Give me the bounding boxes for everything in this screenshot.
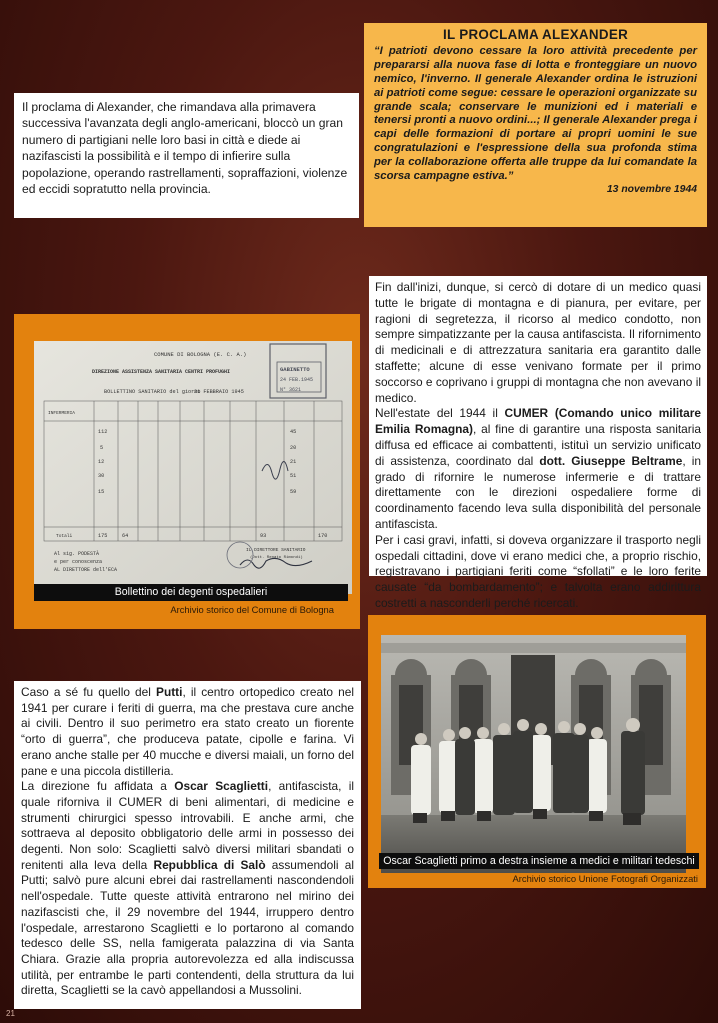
doc-total-value: 93: [260, 533, 267, 539]
doc-total-value: 64: [122, 533, 129, 539]
text-span: , in grado di rifornire le numerose infermerie e di trattare direttamente con le direzioni ospedaliere forme di coordinamento facendo leva sulla disponibilità del personale antifascista.: [375, 453, 701, 531]
doc-bulletin-label: BOLLETTINO SANITARIO del giorno: [104, 389, 201, 395]
doc-row-value: 12: [98, 459, 105, 465]
doc-total-label: Totali: [56, 534, 73, 539]
doc-row-right-value: 45: [290, 429, 297, 435]
figure-scaglietti-photo: [368, 615, 706, 888]
doc-header-1: COMUNE DI BOLOGNA (E. C. A.): [154, 351, 247, 358]
doc-footer-2: e per conoscenza: [54, 559, 103, 565]
doc-row-value: 5: [100, 445, 104, 451]
salo-bold: Repubblica di Salò: [153, 857, 266, 872]
beltrame-paragraph-2: [375, 406, 701, 532]
doc-total-value: 170: [318, 533, 328, 539]
intro-text-box: [14, 93, 359, 218]
scaglietti-bold: Oscar Scaglietti: [174, 779, 269, 794]
doc-row-value: 112: [98, 429, 108, 435]
scaglietti-group-photo: [381, 635, 686, 873]
doc-row-right-value: 59: [290, 489, 297, 495]
putti-text-box: [14, 681, 361, 1009]
figure-bollettino: [14, 314, 360, 629]
doc-row-right-value: 21: [290, 459, 297, 465]
putti-paragraph-2: [21, 779, 354, 999]
text-span: assumendoli al Putti; salvò pure alcuni ebrei dai rastrellamenti nascondendoli nell'ospedale. Tutte queste attività entrarono nel mirino dei nazifascisti che, il 29 novembre del 1944, irruppero dentro l'ospedale, arrestarono Scaglietti e lo portarono al comando tedesco delle SS, nella famigerata palazzina di via Santa Chiara. Grazie alla propria autorevolezza ed alla indiscussa utilità, per entrambe le parti contendenti, della struttura da lui diretta, Scaglietti se la cavò appellandosi a Mussolini.: [21, 857, 355, 998]
text-span: , al fine di garantire una risposta sanitaria diffusa ed efficace ai combattenti, istituì un servizio unificato di assistenza, coordinato dal: [375, 422, 701, 468]
doc-total-value: 175: [98, 533, 108, 539]
putti-bold: Putti: [156, 685, 183, 699]
text-span: Caso a sé fu quello del: [21, 685, 157, 699]
proclama-box: [364, 23, 707, 227]
doc-stamp-number: N° 3621: [280, 387, 302, 393]
page-number: 21: [6, 1009, 15, 1018]
doc-row-value: 30: [98, 473, 105, 479]
doc-bulletin-date: 21 FEBBRAIO 1945: [194, 389, 244, 395]
doc-footer-1: Al sig. PODESTÀ: [54, 551, 100, 557]
figure2-credit: Archivio storico Unione Fotografi Organizzati: [512, 873, 698, 884]
text-span: La direzione fu affidata a: [21, 779, 175, 794]
beltrame-paragraph-3: Per i casi gravi, infatti, si doveva organizzare il trasporto negli ospedali cittadini, dove vi erano medici che, a proprio rischio, registravano i partigiani feriti come “sfollati” e le loro ferite causate “da bombardamento”; e talvolta erano addirittura costretti a nasconderli perché ricercati.: [375, 532, 701, 610]
beltrame-bold: dott. Giuseppe Beltrame: [539, 453, 683, 468]
text-span: , il centro ortopedico creato nel 1941 per curare i feriti di guerra, ma che prestava cure anche ai civili. Dentro il suo perimetro era stato creato un fiorente “orto di guerra”, che produceva patate, cipolle e farina. Vi erano anche stalle per 40 mucche e diversi maiali, un forno del pane e una piccola distilleria.: [21, 685, 354, 778]
proclama-title: IL PROCLAMA ALEXANDER: [442, 27, 629, 42]
cumer-bold: CUMER (Comando unico militare Emilia Romagna): [375, 406, 701, 437]
figure1-caption: Bollettino dei degenti ospedalieri: [34, 584, 348, 601]
doc-header-2: DIREZIONE ASSISTENZA SANITARIA CENTRI PROFUGHI: [92, 369, 231, 375]
text-span: , antifascista, il quale riforniva il CUMER di beni alimentari, di medicine e strumenti chirurgici spesso introvabili. E anche armi, che sottraeva al deposito obbligatorio delle armi in possesso dei degenti. Non solo: Scaglietti salvò diversi militari sbandati o renitenti alla leva della: [21, 779, 354, 872]
proclama-date: 13 novembre 1944: [606, 184, 697, 196]
doc-col-header: INFERMERIA: [48, 411, 76, 416]
beltrame-paragraph-1: Fin dall'inizi, dunque, si cercò di dotare di un medico quasi tutte le brigate di montagna e di pianura, per evitare, per ragioni di segretezza, il ricorso al medico condotto, non sempre simpatizzante per la causa antifascista. Il rifornimento di medicinali e di attrezzatura sanitaria era garantito dalle staffette; alcune di esse venivano formate per il primo soccorso e coprivano i gruppi di montagna che non avevano il medico.: [375, 280, 701, 405]
text-span: Nell'estate del 1944 il: [375, 406, 505, 421]
proclama-quote: “I patrioti devono cessare la loro attività precedente per prepararsi alla nuova fase di lotta e fronteggiare un nuovo nemico, l'inverno. Il generale Alexander ordina le istruzioni ai patrioti come segue: cessare le operazioni organizzate su grande scala; conservare le munizioni ed i materiali e tenersi pronti a nuovo ordini...; Il generale Alexander prega i capi delle formazioni di portare ai propri uomini le sue congratulazioni e l'espressione della sua profonda stima per la collaborazione offerta alle truppe da lui comandate la scorsa campagne estiva.”: [374, 45, 697, 182]
doc-stamp-title: GABINETTO: [280, 366, 310, 373]
beltrame-text-box: [369, 276, 707, 610]
doc-row-right-value: 51: [290, 473, 297, 479]
doc-signature-label: IL DIRETTORE SANITARIO: [246, 548, 306, 553]
figure1-credit: Archivio storico del Comune di Bologna: [170, 604, 334, 615]
doc-row-right-value: 20: [290, 445, 297, 451]
doc-stamp-date: 24 FEB.1945: [280, 377, 314, 383]
bollettino-document-image: [34, 341, 352, 594]
doc-row-value: 15: [98, 489, 105, 495]
putti-paragraph-1: [21, 685, 354, 779]
intro-paragraph: Il proclama di Alexander, che rimandava alla primavera successiva l'avanzata degli anglo-americani, bloccò un gran numero di partigiani nelle loro basi in città e diede ai nazifascisti la possibilità e il tempo di infierire sulla popolazione, operando rastrellamenti, sopraffazioni, violenze ed eccidi sopratutto nella provincia.: [22, 100, 348, 197]
doc-footer-3: AL DIRETTORE dell'ECA: [54, 567, 118, 573]
doc-signature-sub: (Dott. Renato Rimondi): [250, 556, 303, 560]
figure2-caption: Oscar Scaglietti primo a destra insieme a medici e militari tedeschi: [379, 853, 699, 869]
